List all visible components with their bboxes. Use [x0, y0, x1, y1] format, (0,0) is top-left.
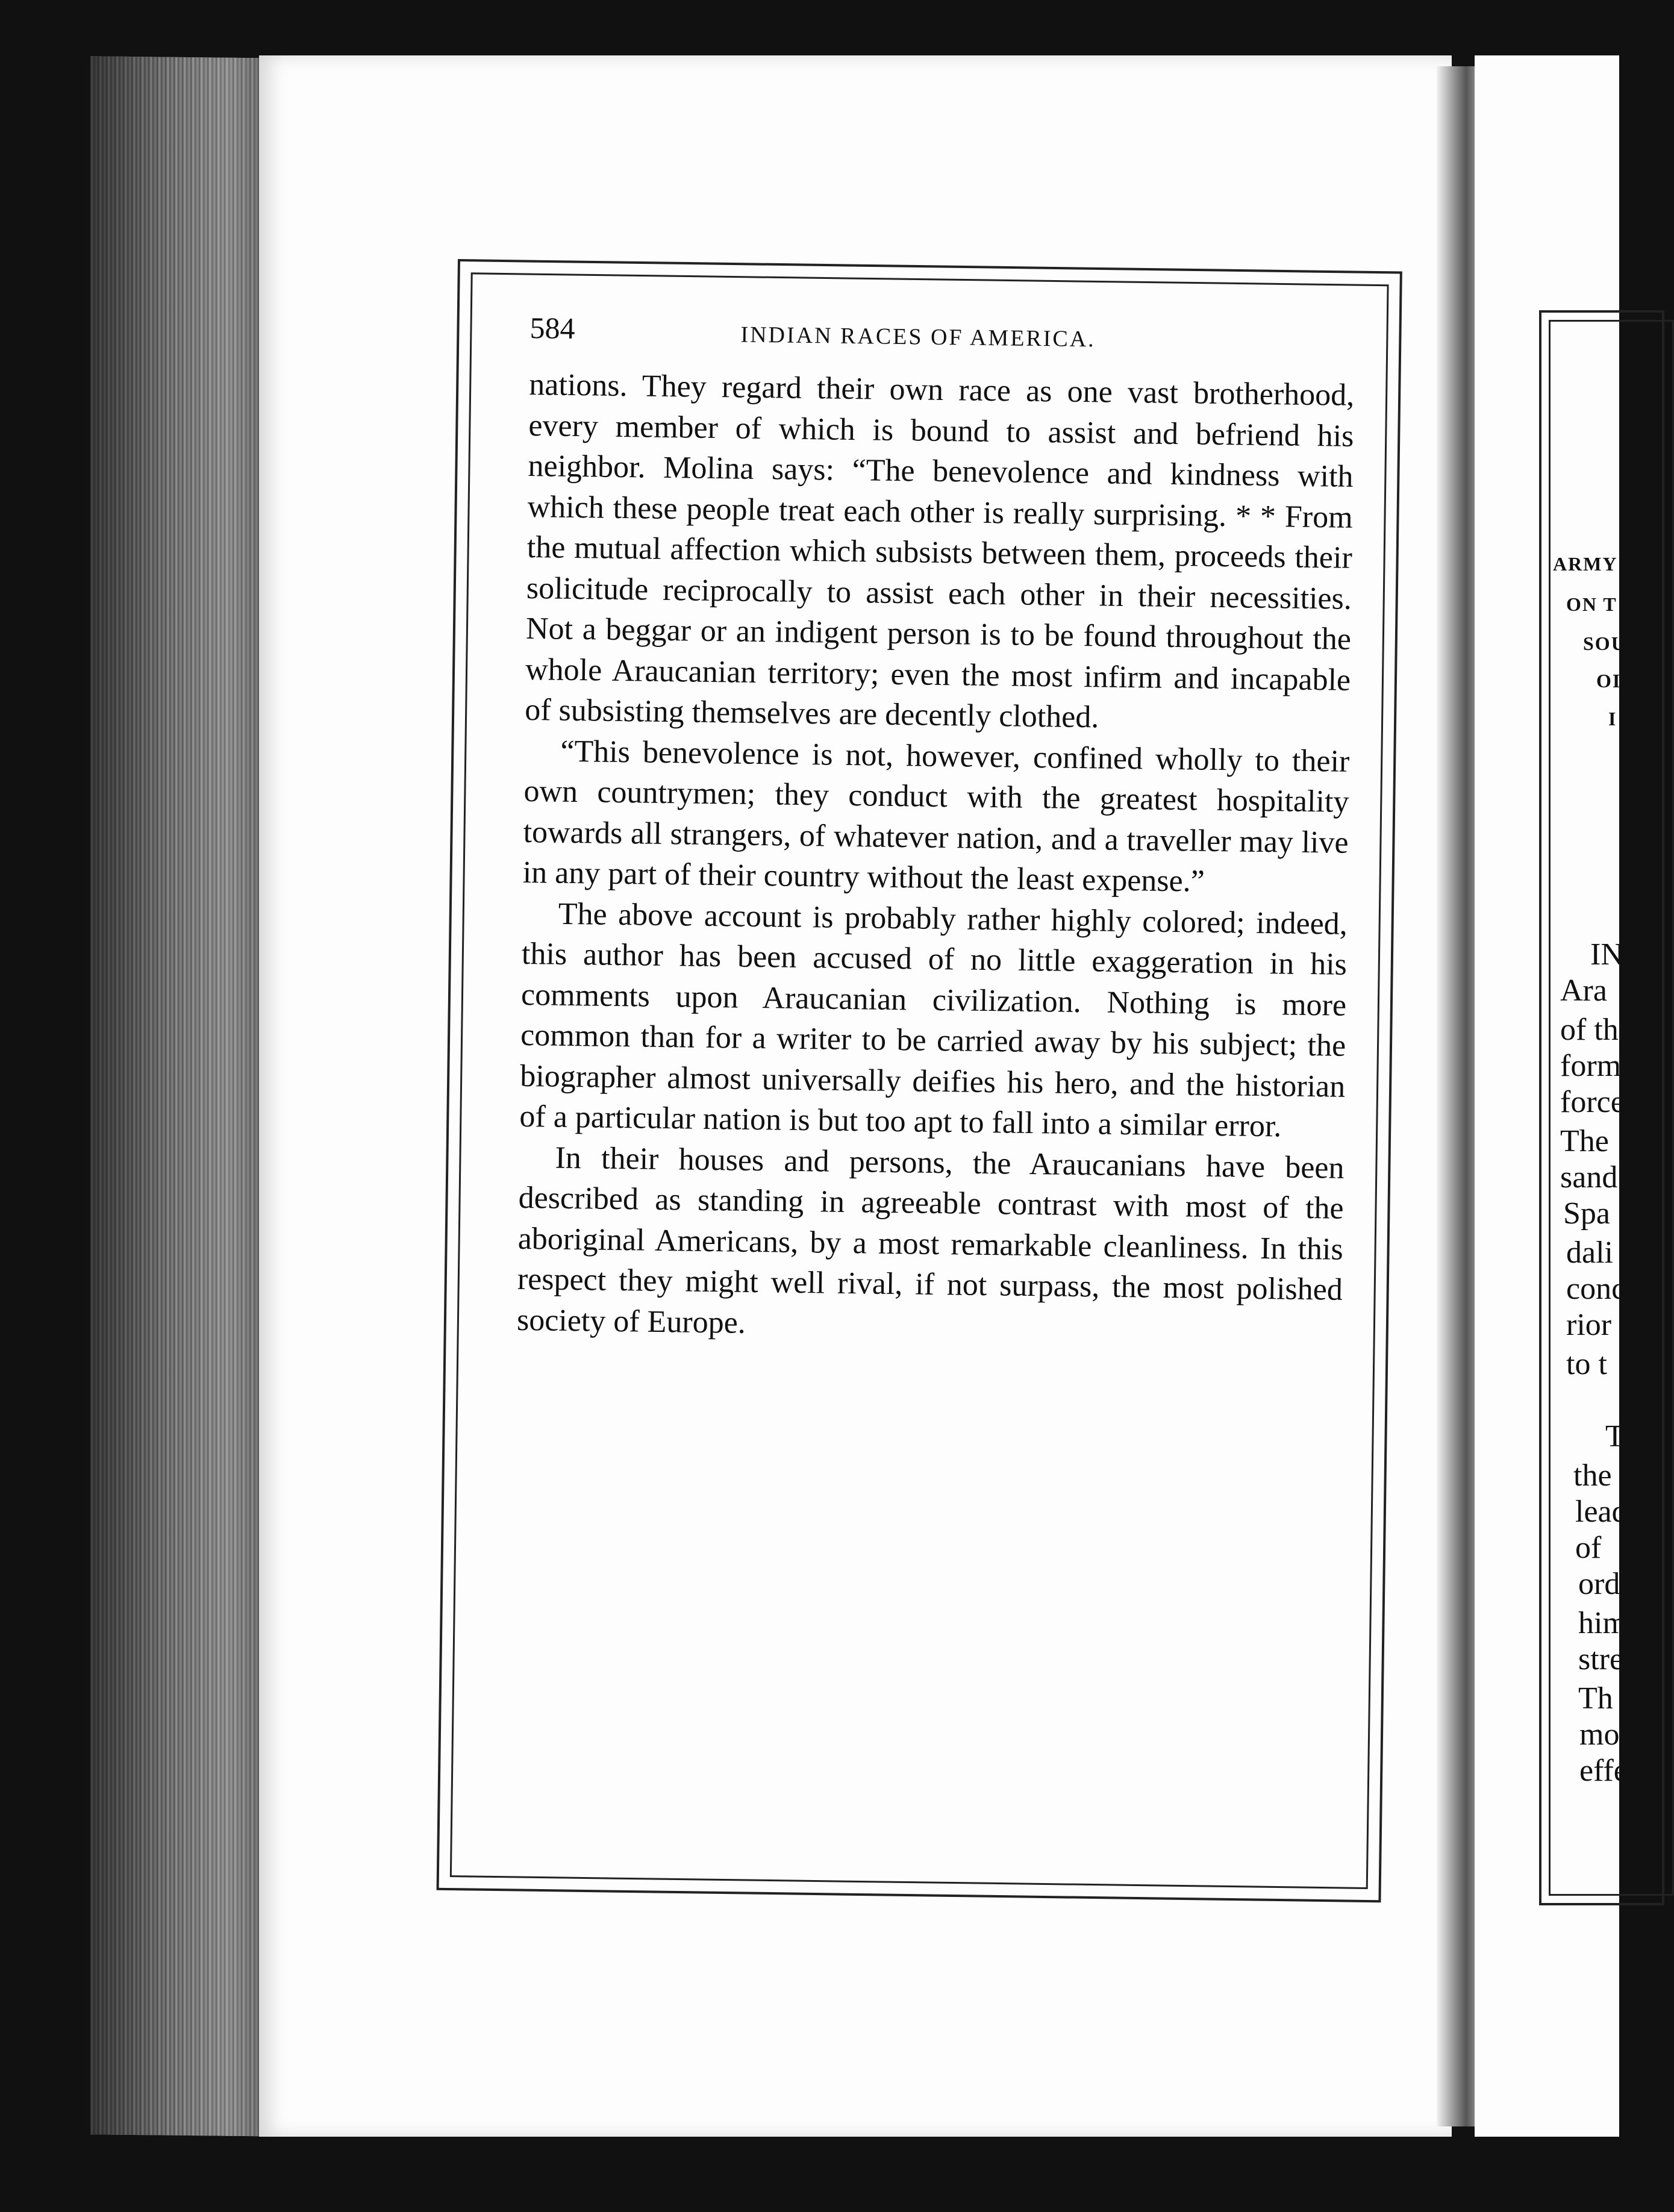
paragraph: “This benevolence is not, however, confined wholly to their own countrymen; they conduct with the greatest hospitality towards all strangers, of whatever nation, and a traveller may live in any part of their country without the least expense.” [522, 734, 1350, 899]
paragraph: The above account is probably rather highly colored; indeed, this author has been accused of no little exaggeration in his comments upon Araucanian civilization. Nothing is more common than for a writer to be carried away by his subject; the biographer almost universally deifies his hero, and the historian of a particular nation is but too apt to fall into a similar error. [519, 896, 1348, 1144]
facing-line-fragment: of th [1560, 1013, 1619, 1047]
facing-line-fragment: to t [1566, 1347, 1607, 1381]
facing-line-fragment: lead [1575, 1495, 1628, 1529]
facing-line-fragment: form [1560, 1049, 1622, 1083]
running-head: INDIAN RACES OF AMERICA. [740, 322, 1096, 352]
facing-heading-fragment: OI [1596, 670, 1622, 692]
facing-heading-fragment: ON T [1566, 593, 1617, 615]
facing-line-fragment: conc [1566, 1272, 1626, 1306]
page-number: 584 [529, 310, 575, 345]
facing-line-fragment: ord [1578, 1567, 1620, 1601]
page-content [517, 310, 1355, 1351]
paragraph: In their houses and persons, the Araucanians have been described as standing in agreeable contrast with most of the aboriginal Americans, by a most remarkable cleanliness. In this respect they might well rival, if not surpass, the most polished society of Europe. [516, 1140, 1345, 1340]
facing-line-fragment: The [1560, 1124, 1609, 1158]
facing-line-fragment: T [1605, 1419, 1625, 1454]
facing-line-fragment: mo [1579, 1717, 1620, 1752]
facing-line-fragment: IN [1590, 937, 1623, 972]
book-gutter [1437, 66, 1479, 2126]
facing-line-fragment: rior [1566, 1308, 1612, 1342]
facing-line-fragment: effe [1579, 1754, 1628, 1788]
facing-line-fragment: dali [1566, 1236, 1613, 1270]
facing-line-fragment: the [1573, 1458, 1612, 1493]
facing-heading-fragment: SOU [1583, 633, 1626, 654]
facing-line-fragment: Spa [1563, 1196, 1610, 1231]
facing-line-fragment: stre [1578, 1642, 1624, 1676]
facing-line-fragment: sand [1560, 1160, 1618, 1195]
facing-line-fragment: Th [1578, 1681, 1613, 1716]
facing-line-fragment: of [1575, 1531, 1602, 1565]
paragraph: nations. They regard their own race as one vast brotherhood, every member of which is bound to assist and befriend his neighbor. Molina says: “The benevolence and kindness with which these people treat each other is really surprising. * * From the mutual affection which subsists between them, proceeds their solicitude reciprocally to assist each other in their necessities. Not a beggar or an indigent person is to be found throughout the whole Araucanian territory; even the most infirm and incapable of subsisting themselves are decently clothed. [524, 367, 1355, 735]
facing-line-fragment: him [1578, 1606, 1627, 1640]
body-text [517, 364, 1355, 1351]
facing-line-fragment: force [1560, 1085, 1625, 1119]
facing-heading-fragment: I [1608, 708, 1617, 730]
facing-line-fragment: Ara [1560, 973, 1607, 1008]
facing-heading-fragment: ARMY [1553, 553, 1618, 575]
